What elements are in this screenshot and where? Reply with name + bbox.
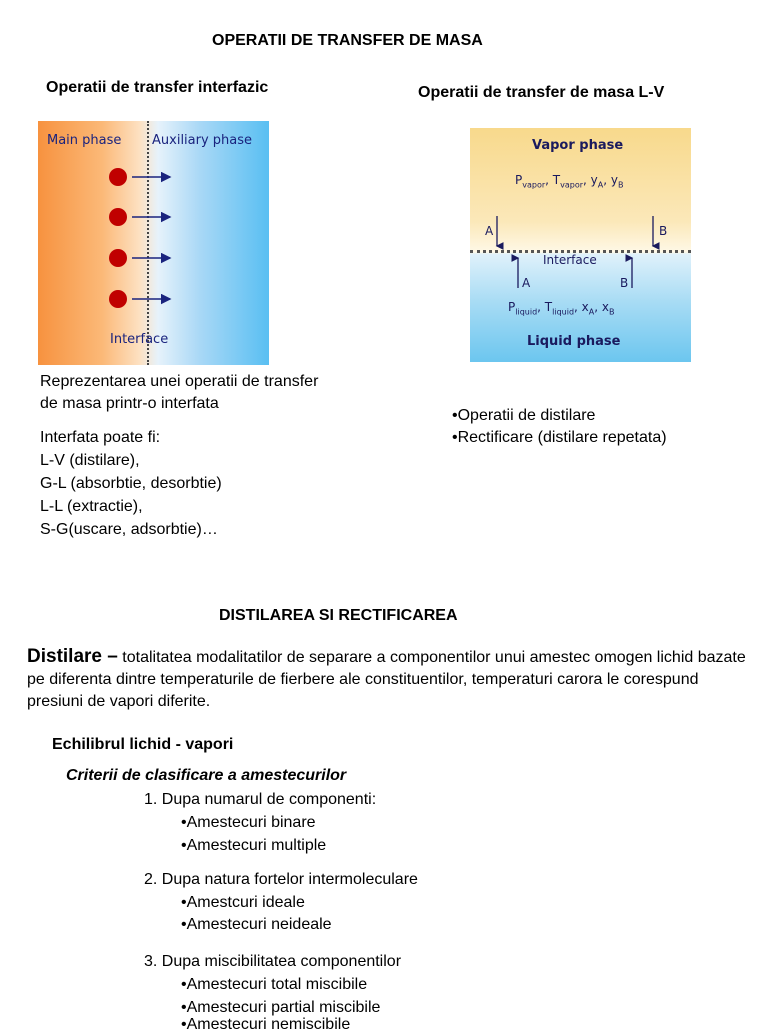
criterion-item: •Amestecuri multiple — [181, 837, 327, 854]
molecule-dot — [109, 168, 170, 186]
interface-type-item: L-V (distilare), — [40, 452, 140, 469]
interface-intro: Interfata poate fi: — [40, 429, 161, 446]
operation-item: •Rectificare (distilare repetata) — [452, 429, 667, 446]
interface-label: Interface — [110, 332, 169, 347]
main-phase-label: Main phase — [47, 133, 122, 148]
criterion-item: •Amestecuri partial miscibile — [181, 999, 381, 1016]
criterion-item: •Amestecuri binare — [181, 814, 316, 831]
interface-type-item: G-L (absorbtie, desorbtie) — [40, 475, 222, 492]
criterion-item: •Amestcuri ideale — [181, 894, 305, 911]
interphase-transfer-diagram — [38, 121, 269, 365]
distilare-term: Distilare – — [27, 646, 118, 667]
label-a-top: A — [485, 224, 494, 238]
label-b-bottom: B — [620, 276, 629, 290]
criterion-label: 1. Dupa numarul de componenti: — [144, 791, 377, 808]
criterion-item: •Amestecuri neideale — [181, 916, 332, 933]
auxiliary-phase-label: Auxiliary phase — [152, 133, 253, 148]
label-a-bottom: A — [522, 276, 531, 290]
equilibrium-heading: Echilibrul lichid - vapori — [52, 736, 234, 753]
criterion-label: 2. Dupa natura fortelor intermoleculare — [144, 871, 418, 888]
caption-line-1: Reprezentarea unei operatii de transfer — [40, 373, 319, 390]
lv-transfer-diagram — [470, 128, 691, 362]
page-title: OPERATII DE TRANSFER DE MASA — [212, 32, 483, 49]
label-b-top: B — [659, 224, 668, 238]
criteria-heading: Criterii de clasificare a amestecurilor — [66, 767, 347, 784]
distilare-text: totalitatea modalitatilor de separare a componentilor unui amestec omogen lichid bazate pe diferenta dintre temperaturile de fierbere ale constituentilor, temperaturi carora le corespund presiuni de vapori diferite. — [27, 649, 746, 710]
interface-type-item: S-G(uscare, adsorbtie)… — [40, 521, 218, 538]
criterion-item: •Amestecuri nemiscibile — [181, 1016, 351, 1033]
molecule-dot — [109, 208, 170, 226]
operation-item: •Operatii de distilare — [452, 407, 596, 424]
liquid-phase-label: Liquid phase — [527, 334, 621, 349]
interface-type-item: L-L (extractie), — [40, 498, 143, 515]
section-title: DISTILAREA SI RECTIFICAREA — [219, 607, 458, 624]
transfer-arrows — [38, 121, 269, 365]
left-heading: Operatii de transfer interfazic — [46, 79, 269, 96]
liquid-params: $P_{liquid}$, $T_{liquid}$, $x_A$, $x_B$ — [508, 300, 615, 317]
right-heading: Operatii de transfer de masa L-V — [418, 84, 665, 101]
vapor-phase-label: Vapor phase — [532, 138, 624, 153]
criterion-label: 3. Dupa miscibilitatea componentilor — [144, 953, 402, 970]
vapor-params: $P_{vapor}$, $T_{vapor}$, $y_A$, $y_B$ — [515, 173, 624, 190]
interface-label: Interface — [543, 253, 597, 267]
criterion-item: •Amestecuri total miscibile — [181, 976, 368, 993]
molecule-dot — [109, 249, 170, 267]
molecule-dot — [109, 290, 170, 308]
caption-line-2: de masa printr-o interfata — [40, 395, 219, 412]
distilare-definition — [27, 646, 757, 713]
lv-arrows — [470, 128, 691, 362]
